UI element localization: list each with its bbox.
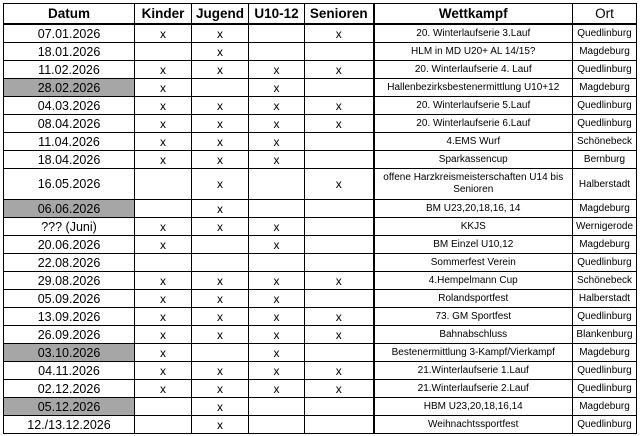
senioren-mark — [305, 236, 374, 254]
date-cell: 05.09.2026 — [4, 290, 135, 308]
jugend-mark: x — [192, 24, 249, 43]
event-name: Rolandsportfest — [374, 290, 573, 308]
event-name: Sommerfest Verein — [374, 254, 573, 272]
event-name: Sparkassencup — [374, 151, 573, 169]
event-location: Halberstadt — [573, 290, 637, 308]
jugend-mark: x — [192, 362, 249, 380]
table-row — [4, 200, 637, 218]
table-row — [4, 290, 637, 308]
u10-12-mark: x — [249, 308, 305, 326]
kinder-mark — [135, 398, 192, 416]
event-location: Wernigerode — [573, 218, 637, 236]
senioren-mark: x — [305, 308, 374, 326]
event-location: Blankenburg — [573, 326, 637, 344]
table-row — [4, 326, 637, 344]
senioren-mark — [305, 79, 374, 97]
jugend-mark: x — [192, 61, 249, 79]
header-ort: Ort — [573, 4, 637, 25]
jugend-mark: x — [192, 218, 249, 236]
kinder-mark: x — [135, 97, 192, 115]
table-row — [4, 115, 637, 133]
event-location: Quedlinburg — [573, 362, 637, 380]
date-cell: 08.04.2026 — [4, 115, 135, 133]
date-cell: 29.08.2026 — [4, 272, 135, 290]
u10-12-mark — [249, 24, 305, 43]
u10-12-mark: x — [249, 236, 305, 254]
event-location: Schönebeck — [573, 133, 637, 151]
senioren-mark: x — [305, 61, 374, 79]
kinder-mark: x — [135, 115, 192, 133]
event-name: BM U23,20,18,16, 14 — [374, 200, 573, 218]
kinder-mark: x — [135, 133, 192, 151]
senioren-mark — [305, 344, 374, 362]
event-name: 73. GM Sportfest — [374, 308, 573, 326]
header-kinder: Kinder — [135, 4, 192, 25]
table-row — [4, 362, 637, 380]
jugend-mark: x — [192, 416, 249, 434]
kinder-mark — [135, 254, 192, 272]
event-location: Schönebeck — [573, 272, 637, 290]
u10-12-mark — [249, 254, 305, 272]
senioren-mark — [305, 200, 374, 218]
kinder-mark: x — [135, 236, 192, 254]
event-name: 20. Winterlaufserie 3.Lauf — [374, 24, 573, 43]
date-cell: 11.02.2026 — [4, 61, 135, 79]
date-cell: 02.12.2026 — [4, 380, 135, 398]
senioren-mark: x — [305, 362, 374, 380]
u10-12-mark — [249, 200, 305, 218]
event-location: Magdeburg — [573, 344, 637, 362]
senioren-mark: x — [305, 380, 374, 398]
event-name: HLM in MD U20+ AL 14/15? — [374, 43, 573, 61]
event-name: Bestenermittlung 3-Kampf/Vierkampf — [374, 344, 573, 362]
date-cell: 04.11.2026 — [4, 362, 135, 380]
table-row — [4, 416, 637, 434]
event-name: 4.EMS Wurf — [374, 133, 573, 151]
kinder-mark: x — [135, 344, 192, 362]
table-row — [4, 272, 637, 290]
senioren-mark — [305, 151, 374, 169]
competition-schedule-table — [3, 3, 637, 434]
table-row — [4, 97, 637, 115]
kinder-mark: x — [135, 24, 192, 43]
table-row — [4, 344, 637, 362]
kinder-mark: x — [135, 326, 192, 344]
event-location: Quedlinburg — [573, 254, 637, 272]
jugend-mark: x — [192, 97, 249, 115]
table-row — [4, 236, 637, 254]
kinder-mark: x — [135, 272, 192, 290]
event-location: Quedlinburg — [573, 61, 637, 79]
kinder-mark: x — [135, 362, 192, 380]
table-row — [4, 79, 637, 97]
jugend-mark: x — [192, 43, 249, 61]
jugend-mark: x — [192, 398, 249, 416]
kinder-mark: x — [135, 151, 192, 169]
table-row — [4, 218, 637, 236]
date-cell: 12./13.12.2026 — [4, 416, 135, 434]
table-row — [4, 43, 637, 61]
event-location: Quedlinburg — [573, 115, 637, 133]
date-cell: 04.03.2026 — [4, 97, 135, 115]
u10-12-mark: x — [249, 61, 305, 79]
event-location: Quedlinburg — [573, 308, 637, 326]
date-cell: 16.05.2026 — [4, 169, 135, 200]
senioren-mark: x — [305, 24, 374, 43]
senioren-mark — [305, 218, 374, 236]
u10-12-mark — [249, 398, 305, 416]
u10-12-mark: x — [249, 133, 305, 151]
kinder-mark: x — [135, 61, 192, 79]
jugend-mark: x — [192, 133, 249, 151]
jugend-mark — [192, 79, 249, 97]
event-location: Quedlinburg — [573, 416, 637, 434]
jugend-mark: x — [192, 380, 249, 398]
table-row — [4, 151, 637, 169]
u10-12-mark — [249, 169, 305, 200]
jugend-mark: x — [192, 200, 249, 218]
jugend-mark — [192, 344, 249, 362]
jugend-mark: x — [192, 115, 249, 133]
senioren-mark — [305, 133, 374, 151]
date-cell: 22.08.2026 — [4, 254, 135, 272]
event-location: Quedlinburg — [573, 380, 637, 398]
u10-12-mark: x — [249, 97, 305, 115]
date-cell: 11.04.2026 — [4, 133, 135, 151]
event-name: Weihnachtssportfest — [374, 416, 573, 434]
senioren-mark: x — [305, 97, 374, 115]
kinder-mark — [135, 43, 192, 61]
event-location: Quedlinburg — [573, 24, 637, 43]
event-location: Magdeburg — [573, 79, 637, 97]
header-datum: Datum — [4, 4, 135, 25]
u10-12-mark: x — [249, 326, 305, 344]
kinder-mark: x — [135, 380, 192, 398]
u10-12-mark: x — [249, 79, 305, 97]
kinder-mark — [135, 200, 192, 218]
event-location: Bernburg — [573, 151, 637, 169]
kinder-mark: x — [135, 218, 192, 236]
date-cell: 26.09.2026 — [4, 326, 135, 344]
u10-12-mark: x — [249, 218, 305, 236]
jugend-mark — [192, 236, 249, 254]
senioren-mark — [305, 43, 374, 61]
senioren-mark — [305, 416, 374, 434]
jugend-mark — [192, 254, 249, 272]
u10-12-mark: x — [249, 272, 305, 290]
event-location: Magdeburg — [573, 43, 637, 61]
jugend-mark: x — [192, 272, 249, 290]
u10-12-mark: x — [249, 362, 305, 380]
senioren-mark: x — [305, 326, 374, 344]
event-name: 20. Winterlaufserie 5.Lauf — [374, 97, 573, 115]
event-name: KKJS — [374, 218, 573, 236]
kinder-mark: x — [135, 79, 192, 97]
date-cell: 20.06.2026 — [4, 236, 135, 254]
table-row — [4, 169, 637, 200]
date-cell: 07.01.2026 — [4, 24, 135, 43]
date-cell: 18.01.2026 — [4, 43, 135, 61]
senioren-mark — [305, 290, 374, 308]
event-location: Magdeburg — [573, 398, 637, 416]
kinder-mark — [135, 169, 192, 200]
u10-12-mark: x — [249, 151, 305, 169]
kinder-mark: x — [135, 290, 192, 308]
u10-12-mark: x — [249, 344, 305, 362]
event-name: 21.Winterlaufserie 2.Lauf — [374, 380, 573, 398]
header-jugend: Jugend — [192, 4, 249, 25]
u10-12-mark: x — [249, 290, 305, 308]
event-name: 21.Winterlaufserie 1.Lauf — [374, 362, 573, 380]
event-location: Quedlinburg — [573, 97, 637, 115]
date-cell: ??? (Juni) — [4, 218, 135, 236]
u10-12-mark — [249, 43, 305, 61]
senioren-mark: x — [305, 169, 374, 200]
date-cell: 03.10.2026 — [4, 344, 135, 362]
header-wettkampf: Wettkampf — [374, 4, 573, 25]
kinder-mark — [135, 416, 192, 434]
table-row — [4, 398, 637, 416]
date-cell: 13.09.2026 — [4, 308, 135, 326]
senioren-mark: x — [305, 272, 374, 290]
jugend-mark: x — [192, 290, 249, 308]
jugend-mark: x — [192, 151, 249, 169]
u10-12-mark: x — [249, 380, 305, 398]
event-location: Halberstadt — [573, 169, 637, 200]
table-row — [4, 380, 637, 398]
table-row — [4, 61, 637, 79]
jugend-mark: x — [192, 169, 249, 200]
date-cell: 06.06.2026 — [4, 200, 135, 218]
senioren-mark — [305, 398, 374, 416]
event-name: 20. Winterlaufserie 6.Lauf — [374, 115, 573, 133]
event-location: Magdeburg — [573, 200, 637, 218]
table-row — [4, 133, 637, 151]
event-name: 20. Winterlaufserie 4. Lauf — [374, 61, 573, 79]
table-row — [4, 308, 637, 326]
header-row — [4, 4, 637, 25]
date-cell: 05.12.2026 — [4, 398, 135, 416]
table-row — [4, 254, 637, 272]
event-name: Hallenbezirksbestenermittlung U10+12 — [374, 79, 573, 97]
event-name: BM Einzel U10,12 — [374, 236, 573, 254]
event-name: 4.Hempelmann Cup — [374, 272, 573, 290]
date-cell: 18.04.2026 — [4, 151, 135, 169]
u10-12-mark: x — [249, 115, 305, 133]
event-name: offene Harzkreismeisterschaften U14 bis Senioren — [374, 169, 573, 200]
jugend-mark: x — [192, 308, 249, 326]
event-name: Bahnabschluss — [374, 326, 573, 344]
date-cell: 28.02.2026 — [4, 79, 135, 97]
header-u10-12: U10-12 — [249, 4, 305, 25]
table-row — [4, 24, 637, 43]
header-senioren: Senioren — [305, 4, 374, 25]
senioren-mark — [305, 254, 374, 272]
event-name: HBM U23,20,18,16,14 — [374, 398, 573, 416]
event-location: Magdeburg — [573, 236, 637, 254]
senioren-mark: x — [305, 115, 374, 133]
u10-12-mark — [249, 416, 305, 434]
kinder-mark: x — [135, 308, 192, 326]
jugend-mark: x — [192, 326, 249, 344]
